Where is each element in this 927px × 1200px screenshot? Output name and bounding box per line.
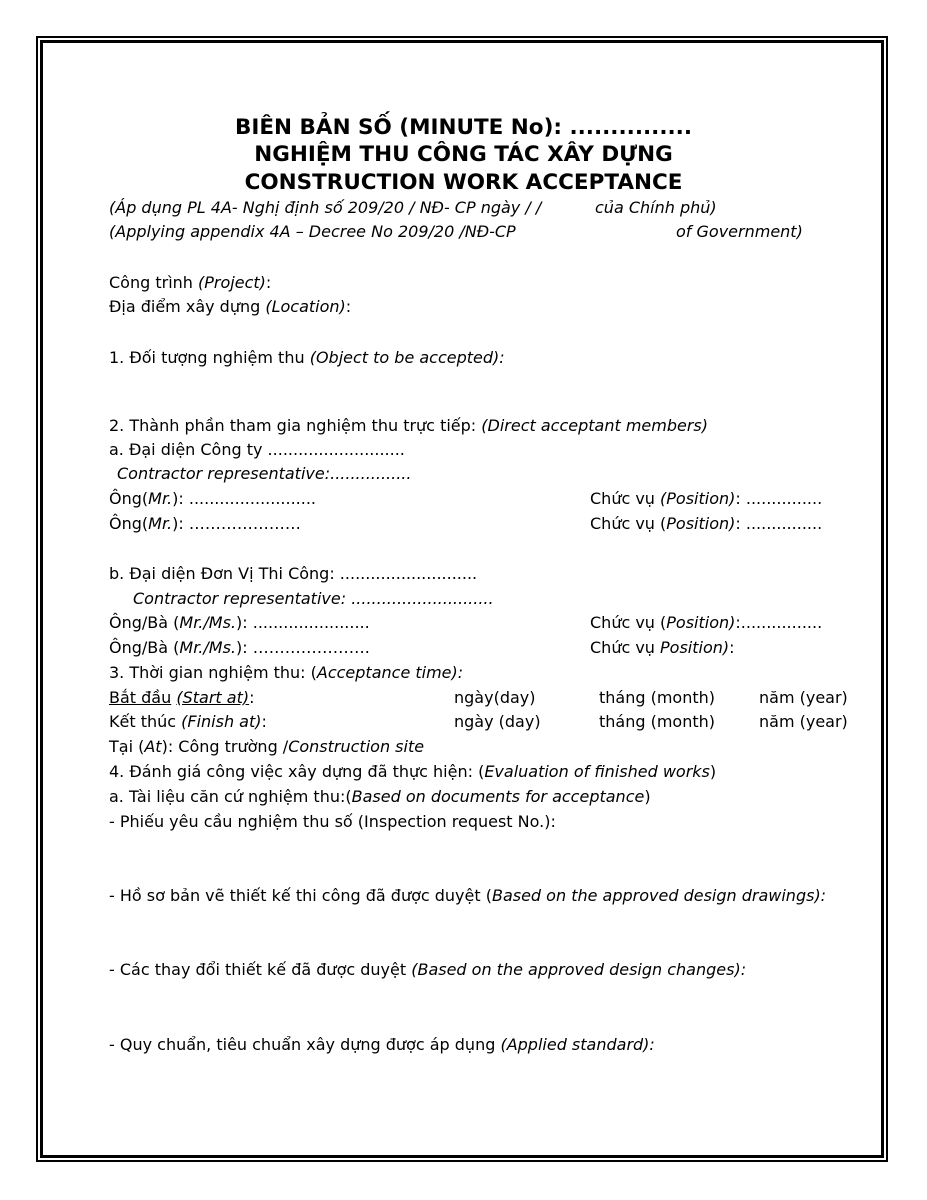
start-label-en: (Start at) xyxy=(176,688,250,707)
design-drawings-line xyxy=(109,886,826,906)
start-colon: : xyxy=(249,688,255,707)
position-label: Position) xyxy=(660,638,730,657)
start-year: năm (year) xyxy=(759,688,848,707)
location-line xyxy=(109,297,351,317)
row-dots: ): …………………. xyxy=(236,638,370,657)
finish-colon: : xyxy=(261,712,267,731)
finish-label-vn: Kết thúc xyxy=(109,712,182,731)
position-prefix: Chức vụ xyxy=(590,638,661,657)
section1-label: 1. Đối tượng nghiệm thu xyxy=(109,348,310,367)
site-line xyxy=(109,737,424,757)
at-site-en: Construction site xyxy=(288,737,425,756)
section2a-row2-name xyxy=(109,514,301,534)
section2a-row1-position xyxy=(590,489,822,509)
row-title: Mr./Ms. xyxy=(179,638,237,657)
section4-line xyxy=(109,762,716,782)
subtitle-vn xyxy=(109,198,541,218)
design-changes-label-en: (Based on the approved design changes): xyxy=(411,960,747,979)
section2b-sub: Contractor representative: ............................ xyxy=(133,589,494,608)
at-site-vn: ): Công trường / xyxy=(161,737,289,756)
section3-label: 3. Thời gian nghiệm thu: ( xyxy=(109,663,317,682)
section1-label-en: (Object to be accepted): xyxy=(309,348,505,367)
inspection-request-label: - Phiếu yêu cầu nghiệm thu số (Inspection request No.): xyxy=(109,812,556,831)
finish-label-en: (Finish at) xyxy=(181,712,262,731)
section1-line xyxy=(109,348,505,368)
row-dots: ): ………………… xyxy=(172,514,301,533)
title-minute-no: BIÊN BẢN SỐ (MINUTE No): ............... xyxy=(234,115,692,140)
section4-close: ) xyxy=(709,762,717,781)
position-label: Position) xyxy=(666,613,736,632)
location-colon: : xyxy=(345,297,352,316)
position-dots: : ............... xyxy=(735,514,823,533)
section2-label-en: (Direct acceptant members) xyxy=(481,416,708,435)
row-title: Mr./Ms. xyxy=(179,613,237,632)
start-label xyxy=(109,688,254,708)
section2b-label: b. Đại diện Đơn Vị Thi Công: ........................... xyxy=(109,564,478,583)
section2-label: 2. Thành phần tham gia nghiệm thu trực tiếp: xyxy=(109,416,482,435)
row-prefix: Ông/Bà ( xyxy=(109,638,180,657)
section4a-label-en: Based on documents for acceptance xyxy=(351,787,645,806)
section2b-row2-position xyxy=(590,638,735,658)
position-prefix: Chức vụ xyxy=(590,489,661,508)
section3-label-en: Acceptance time): xyxy=(316,663,464,682)
section2b-row1-name xyxy=(109,613,370,633)
row-prefix: Ông( xyxy=(109,489,149,508)
position-prefix: Chức vụ ( xyxy=(590,613,667,632)
start-day: ngày(day) xyxy=(454,688,536,707)
section2a-row2-position xyxy=(590,514,822,534)
project-line xyxy=(109,273,271,293)
section2b-row2-name xyxy=(109,638,370,658)
inspection-request-line xyxy=(109,812,556,832)
design-drawings-label-en: Based on the approved design drawings): xyxy=(491,886,827,905)
at-prefix: Tại ( xyxy=(109,737,145,756)
section4-label: 4. Đánh giá công việc xây dựng đã thực hiện: ( xyxy=(109,762,485,781)
design-changes-line xyxy=(109,960,746,980)
section3-line xyxy=(109,663,463,683)
row-title: Mr. xyxy=(148,514,173,533)
position-dots: : ............... xyxy=(735,489,823,508)
design-changes-label: - Các thay đổi thiết kế đã được duyệt xyxy=(109,960,412,979)
project-label: Công trình xyxy=(109,273,199,292)
row-title: Mr. xyxy=(148,489,173,508)
subtitle-vn-a: (Áp dụng PL 4A- Nghị định số 209/20 / NĐ- CP ngày / / xyxy=(109,198,542,217)
title-acceptance-en: CONSTRUCTION WORK ACCEPTANCE xyxy=(244,170,683,195)
section2a-sub: Contractor representative:................ xyxy=(117,464,412,483)
design-drawings-label: - Hồ sơ bản vẽ thiết kế thi công đã được duyệt ( xyxy=(109,886,492,905)
project-label-en: (Project) xyxy=(198,273,266,292)
position-dots: : xyxy=(729,638,735,657)
position-dots: :................ xyxy=(735,613,823,632)
at-label-en: At xyxy=(144,737,162,756)
position-label: Position) xyxy=(666,514,736,533)
finish-label xyxy=(109,712,267,732)
row-prefix: Ông/Bà ( xyxy=(109,613,180,632)
section2a-label: a. Đại diện Công ty ........................... xyxy=(109,440,405,459)
section4a-label: a. Tài liệu căn cứ nghiệm thu:( xyxy=(109,787,352,806)
position-label: (Position) xyxy=(660,489,736,508)
applied-standard-label: - Quy chuẩn, tiêu chuẩn xây dựng được áp dụng xyxy=(109,1035,501,1054)
subtitle-vn-b: của Chính phủ) xyxy=(595,198,717,217)
start-label-vn: Bắt đầu xyxy=(109,688,172,707)
row-dots: ): ......................... xyxy=(172,489,317,508)
subtitle-en-a: (Applying appendix 4A – Decree No 209/20 /NĐ-CP xyxy=(109,222,516,241)
row-dots: ): ....................... xyxy=(236,613,370,632)
title-acceptance-vn: NGHIỆM THU CÔNG TÁC XÂY DỰNG xyxy=(254,142,673,167)
applied-standard-label-en: (Applied standard): xyxy=(500,1035,655,1054)
section4a-line xyxy=(109,787,651,807)
finish-day: ngày (day) xyxy=(454,712,541,731)
location-label: Địa điểm xây dựng xyxy=(109,297,266,316)
section4-label-en: Evaluation of finished works xyxy=(484,762,710,781)
location-label-en: (Location) xyxy=(265,297,346,316)
subtitle-en-b: of Government) xyxy=(676,222,803,241)
project-colon: : xyxy=(265,273,272,292)
section2b-row1-position xyxy=(590,613,822,633)
position-prefix: Chức vụ ( xyxy=(590,514,667,533)
finish-year: năm (year) xyxy=(759,712,848,731)
section2-line xyxy=(109,416,708,436)
finish-month: tháng (month) xyxy=(599,712,716,731)
section2a-row1-name xyxy=(109,489,316,509)
section4a-close: ) xyxy=(644,787,651,806)
row-prefix: Ông( xyxy=(109,514,149,533)
start-month: tháng (month) xyxy=(599,688,716,707)
applied-standard-line xyxy=(109,1035,655,1055)
